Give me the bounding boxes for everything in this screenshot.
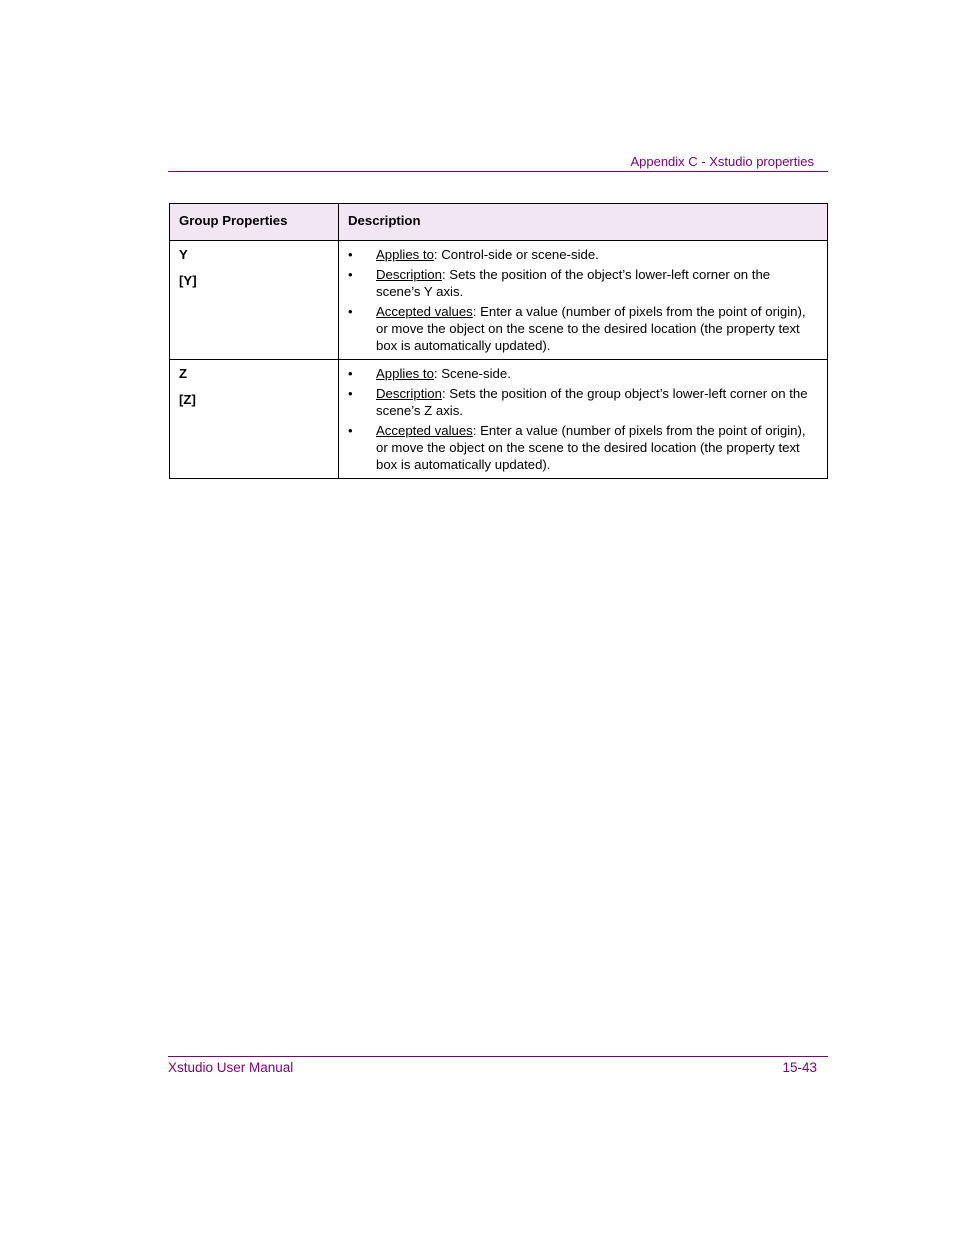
- description-cell: [339, 241, 828, 360]
- table-row: [170, 360, 828, 479]
- list-item: [348, 246, 818, 263]
- list-item: [348, 422, 818, 473]
- bullet-icon: •: [348, 304, 353, 319]
- bullet-text: : Sets the position of the object’s lower-left corner on the scene’s Y axis.: [376, 267, 771, 299]
- bullet-list: [348, 365, 818, 473]
- property-name: Z: [179, 366, 188, 381]
- page-number: 15-43: [782, 1060, 817, 1075]
- bullet-icon: •: [348, 423, 353, 438]
- column-header-description: Description: [339, 204, 828, 241]
- table-header-row: [170, 204, 828, 241]
- bullet-text: : Control-side or scene-side.: [433, 247, 599, 262]
- bullet-text: : Enter a value (number of pixels from the point of origin), or move the object on the scene to the desired location (the property text box is automatically updated).: [376, 304, 806, 353]
- property-cell: [170, 360, 339, 479]
- property-tag: [Z]: [179, 392, 196, 407]
- list-item: [348, 385, 818, 419]
- bullet-icon: •: [348, 366, 353, 381]
- bullet-text: : Scene-side.: [433, 366, 511, 381]
- properties-table: [169, 203, 828, 479]
- bullet-term: Description: [376, 267, 442, 282]
- bullet-icon: •: [348, 247, 353, 262]
- bullet-term: Accepted values: [376, 423, 473, 438]
- header-rule: [168, 171, 828, 172]
- bullet-text: : Sets the position of the group object’s lower-left corner on the scene’s Z axis.: [376, 386, 808, 418]
- bullet-icon: •: [348, 267, 353, 282]
- column-header-group-properties: Group Properties: [170, 204, 339, 241]
- table-row: [170, 241, 828, 360]
- property-name: Y: [179, 247, 188, 262]
- bullet-icon: •: [348, 386, 353, 401]
- list-item: [348, 365, 818, 382]
- manual-title: Xstudio User Manual: [168, 1060, 294, 1075]
- property-tag: [Y]: [179, 273, 197, 288]
- bullet-text: : Enter a value (number of pixels from the point of origin), or move the object on the scene to the desired location (the property text box is automatically updated).: [376, 423, 806, 472]
- bullet-list: [348, 246, 818, 354]
- bullet-term: Accepted values: [376, 304, 473, 319]
- bullet-term: Applies to: [376, 247, 434, 262]
- running-header: Appendix C - Xstudio properties: [630, 154, 814, 169]
- bullet-term: Applies to: [376, 366, 434, 381]
- list-item: [348, 303, 818, 354]
- list-item: [348, 266, 818, 300]
- bullet-term: Description: [376, 386, 442, 401]
- property-cell: [170, 241, 339, 360]
- footer-rule: [168, 1056, 828, 1057]
- description-cell: [339, 360, 828, 479]
